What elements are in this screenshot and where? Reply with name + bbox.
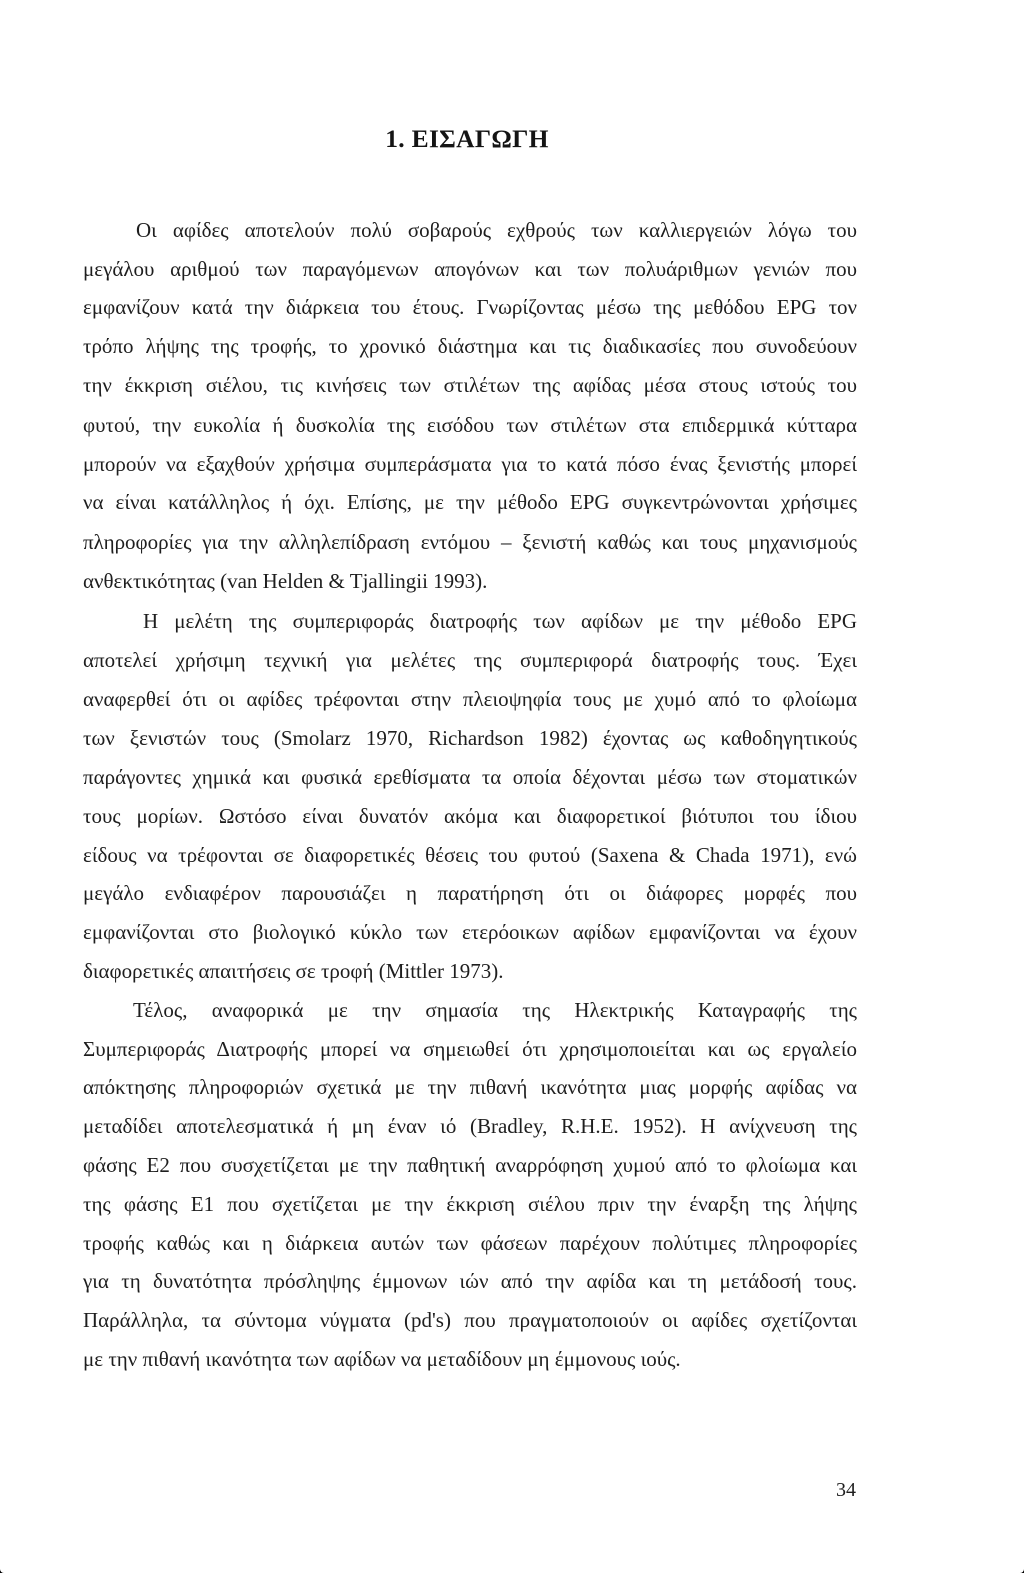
text-line: Οι αφίδες αποτελούν πολύ σοβαρούς εχθρούς των καλλιεργειών λόγω του [136,218,857,242]
text-line: είδους να τρέφονται σε διαφορετικές θέσεις του φυτού (Saxena & Chada 1971), ενώ [83,843,857,867]
text-line: διαφορετικές απαιτήσεις σε τροφή (Mittler 1973). [83,959,504,983]
text-line: τροφής καθώς και η διάρκεια αυτών των φάσεων παρέχουν πολύτιμες πληροφορίες [83,1231,857,1255]
text-line: μεγάλο ενδιαφέρον παρουσιάζει η παρατήρηση ότι οι διάφορες μορφές που [83,881,857,905]
text-line: μεγάλου αριθμού των παραγόμενων απογόνων και των πολυάριθμων γενιών που [83,257,857,281]
text-line: τρόπο λήψης της τροφής, το χρονικό διάστημα και τις διαδικασίες που συνοδεύουν [83,334,857,358]
text-line: απόκτησης πληροφοριών σχετικά με την πιθανή ικανότητα μιας μορφής αφίδας να [83,1075,857,1099]
text-line: φυτού, την ευκολία ή δυσκολία της εισόδου των στιλέτων στα επιδερμικά κύτταρα [83,413,857,437]
text-line: αναφερθεί ότι οι αφίδες τρέφονται στην πλειοψηφία τους με χυμό από το φλοίωμα [83,687,857,711]
text-line: για τη δυνατότητα πρόσληψης έμμονων ιών από την αφίδα και τη μετάδοσή τους. [83,1269,857,1293]
text-line: φάσης E2 που συσχετίζεται με την παθητική αναρρόφηση χυμού από το φλοίωμα και [83,1153,857,1177]
text-line: τους μορίων. Ωστόσο είναι δυνατόν ακόμα και διαφορετικοί βιότυποι του ίδιου [83,804,857,828]
text-line: παράγοντες χημικά και φυσικά ερεθίσματα τα οποία δέχονται μέσω των στοματικών [83,765,857,789]
text-line: Τέλος, αναφορικά με την σημασία της Ηλεκτρικής Καταγραφής της [133,998,857,1022]
text-line: αποτελεί χρήσιμη τεχνική για μελέτες της συμπεριφορά διατροφής τους. Έχει [83,648,857,672]
page-number: 34 [836,1479,856,1501]
chapter-heading: 1. ΕΙΣΑΓΩΓΗ [385,124,549,153]
text-line: μπορούν να εξαχθούν χρήσιμα συμπεράσματα για το κατά πόσο ένας ξενιστής μπορεί [83,452,857,476]
text-line: ανθεκτικότητας (van Helden & Tjallingii 1993). [83,569,488,593]
text-line: με την πιθανή ικανότητα των αφίδων να μεταδίδουν μη έμμονους ιούς. [83,1347,681,1371]
text-line: Συμπεριφοράς Διατροφής μπορεί να σημειωθεί ότι χρησιμοποιείται και ως εργαλείο [83,1037,857,1061]
text-line: των ξενιστών τους (Smolarz 1970, Richardson 1982) έχοντας ως καθοδηγητικούς [83,726,857,750]
text-line: εμφανίζουν κατά την διάρκεια του έτους. Γνωρίζοντας μέσω της μεθόδου EPG τον [83,295,857,319]
text-line: Η μελέτη της συμπεριφοράς διατροφής των αφίδων με την μέθοδο EPG [143,609,857,633]
text-line: μεταδίδει αποτελεσματικά ή μη έναν ιό (Bradley, R.H.E. 1952). Η ανίχνευση της [83,1114,857,1138]
text-line: πληροφορίες για την αλληλεπίδραση εντόμου – ξενιστή καθώς και τους μηχανισμούς [83,530,857,554]
text-line: να είναι κατάλληλος ή όχι. Επίσης, με την μέθοδο EPG συγκεντρώνονται χρήσιμες [83,490,857,514]
text-line: την έκκριση σιέλου, τις κινήσεις των στιλέτων της αφίδας μέσα στους ιστούς του [83,373,857,397]
text-line: Παράλληλα, τα σύντομα νύγματα (pd's) που πραγματοποιούν οι αφίδες σχετίζονται [83,1308,857,1332]
text-line: της φάσης E1 που σχετίζεται με την έκκριση σιέλου πριν την έναρξη της λήψης [83,1192,857,1216]
text-line: εμφανίζονται στο βιολογικό κύκλο των ετερόοικων αφίδων εμφανίζονται να έχουν [83,920,857,944]
